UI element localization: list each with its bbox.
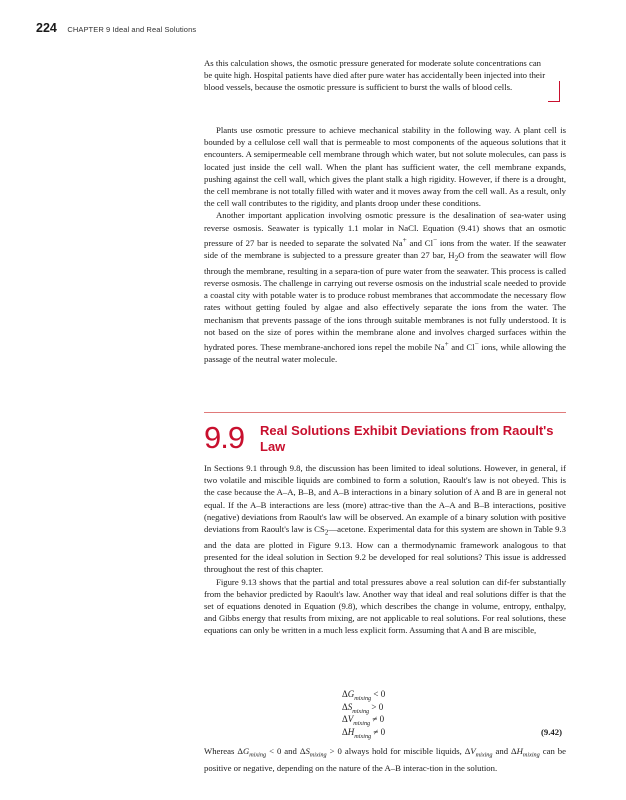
equation-line: $\Delta S_{mixing} > 0$: [342, 701, 384, 715]
equation-line: $\Delta G_{mixing} < 0$: [342, 689, 386, 702]
section-title: Real Solutions Exhibit Deviations from Raoult's Law: [260, 423, 554, 454]
callout-text: As this calculation shows, the osmotic pressure generated for moderate solute concentrations can be quite high. Hospital patients have died after pure water has accidentally been injected into their blood vessels, because the osmotic pressure is sufficient to burst the walls of blood cells.: [204, 58, 546, 93]
paragraph-closing: Whereas $\Delta G_{mixing} < 0$ and $\Delta S_{mixing} > 0$ always hold for miscible liquids, $\Delta V_{mixing}$ and $\Delta H_{mixing}$ can be positive or negative, depending on the nature of the A–B interac-tion in the solution.: [204, 746, 566, 773]
running-header: [36, 19, 196, 37]
margin-callout: [204, 57, 546, 94]
paragraph-figure-discussion: Figure 9.13 shows that the partial and total pressures above a real solution can dif-fer substantially from the behavior predicted by Raoult's law. Another way that ideal and real solutions differ is that the set of equations denoted in Equation (9.8), which describes the change in volume, entropy, enthalpy, and Gibbs energy that results from mixing, are not applicable to real solutions. For real solutions, these equations can only be written in a much less explicit form. Assuming that A and B are miscible,: [204, 576, 566, 636]
body-bottom: [204, 462, 566, 637]
paragraph-desalination: Another important application involving osmotic pressure is the desalination of sea-water using reverse osmosis. Seawater is typically 1.1 molar in NaCl. Equation (9.41) shows that an osmotic pressure of 27 bar is needed to separate the solvated Na+ and Cl− ions from the water. If the seawater side of the membrane is subjected to a pressure greater than 27 bar, $H_2O$ from the seawater will flow through the membrane, resulting in a separa-tion of pure water from the seawater. This process is called reverse osmosis. The challenge in carrying out reverse osmosis on the industrial scale needed to provide a coastal city with potable water is to produce robust membranes that accommodate the necessary flow rates without getting fouled by algae and also effectively separate the ions from the water. The mechanism that prevents passage of the ions through suitable membranes is not fully understood. It is not based on the size of pores within the membrane alone and involves charged surfaces within the hydrated pores. These membrane-anchored ions repel the mobile Na+ and Cl− ions, while allowing the passage of the neutral water molecule.: [204, 210, 566, 365]
equation-block: [204, 688, 566, 739]
page-number: 224: [36, 21, 57, 35]
equation-number: (9.42): [541, 727, 562, 738]
running-head: CHAPTER 9 Ideal and Real Solutions: [67, 25, 197, 34]
equation-line: $\Delta H_{mixing} \ne 0$ (9.42): [342, 727, 562, 740]
paragraph-plants: Plants use osmotic pressure to achieve mechanical stability in the following way. A plant cell is bounded by a cellulose cell wall that is permeable to most components of the aqueous solutions that it encounters. A semipermeable cell membrane through which water, but not solute molecules, can pass is located just inside the cell wall. When the plant has sufficient water, the cell membrane expands, pushing against the cell wall, which gives the plant stalk a high rigidity. However, if there is a drought, the cell membrane is not totally filled with water and it moves away from the cell wall. As a result, only the cell wall contributes to the rigidity, and plants droop under these conditions.: [204, 125, 566, 209]
paragraph-real-solutions: In Sections 9.1 through 9.8, the discussion has been limited to ideal solutions. However, in general, if two volatile and miscible liquids are combined to form a solution, Raoult's law is not obeyed. This is the case because the A–A, B–B, and A–B interactions in a binary solution of A and B are in general not equal. If the A–B interactions are less (more) attrac-tive than the A–A and B–B interactions, positive (negative) deviations from Raoult's law will be observed. An example of a binary solution with positive deviations from Raoult's law is $CS_2—acetone$. Experimental data for this system are shown in Table 9.3 and the data are plotted in Figure 9.13. How can a thermodynamic framework analogous to that presented for the ideal solution in Section 9.2 be developed for real solutions? This issue is addressed throughout the rest of this chapter.: [204, 463, 566, 575]
closing-paragraph: [204, 745, 566, 774]
callout-bracket: [548, 81, 560, 102]
body-top: [204, 124, 566, 365]
equation-line: $\Delta V_{mixing} \ne 0$: [342, 714, 385, 728]
section-rule: [204, 412, 566, 413]
section-number: 9.9: [204, 420, 245, 455]
